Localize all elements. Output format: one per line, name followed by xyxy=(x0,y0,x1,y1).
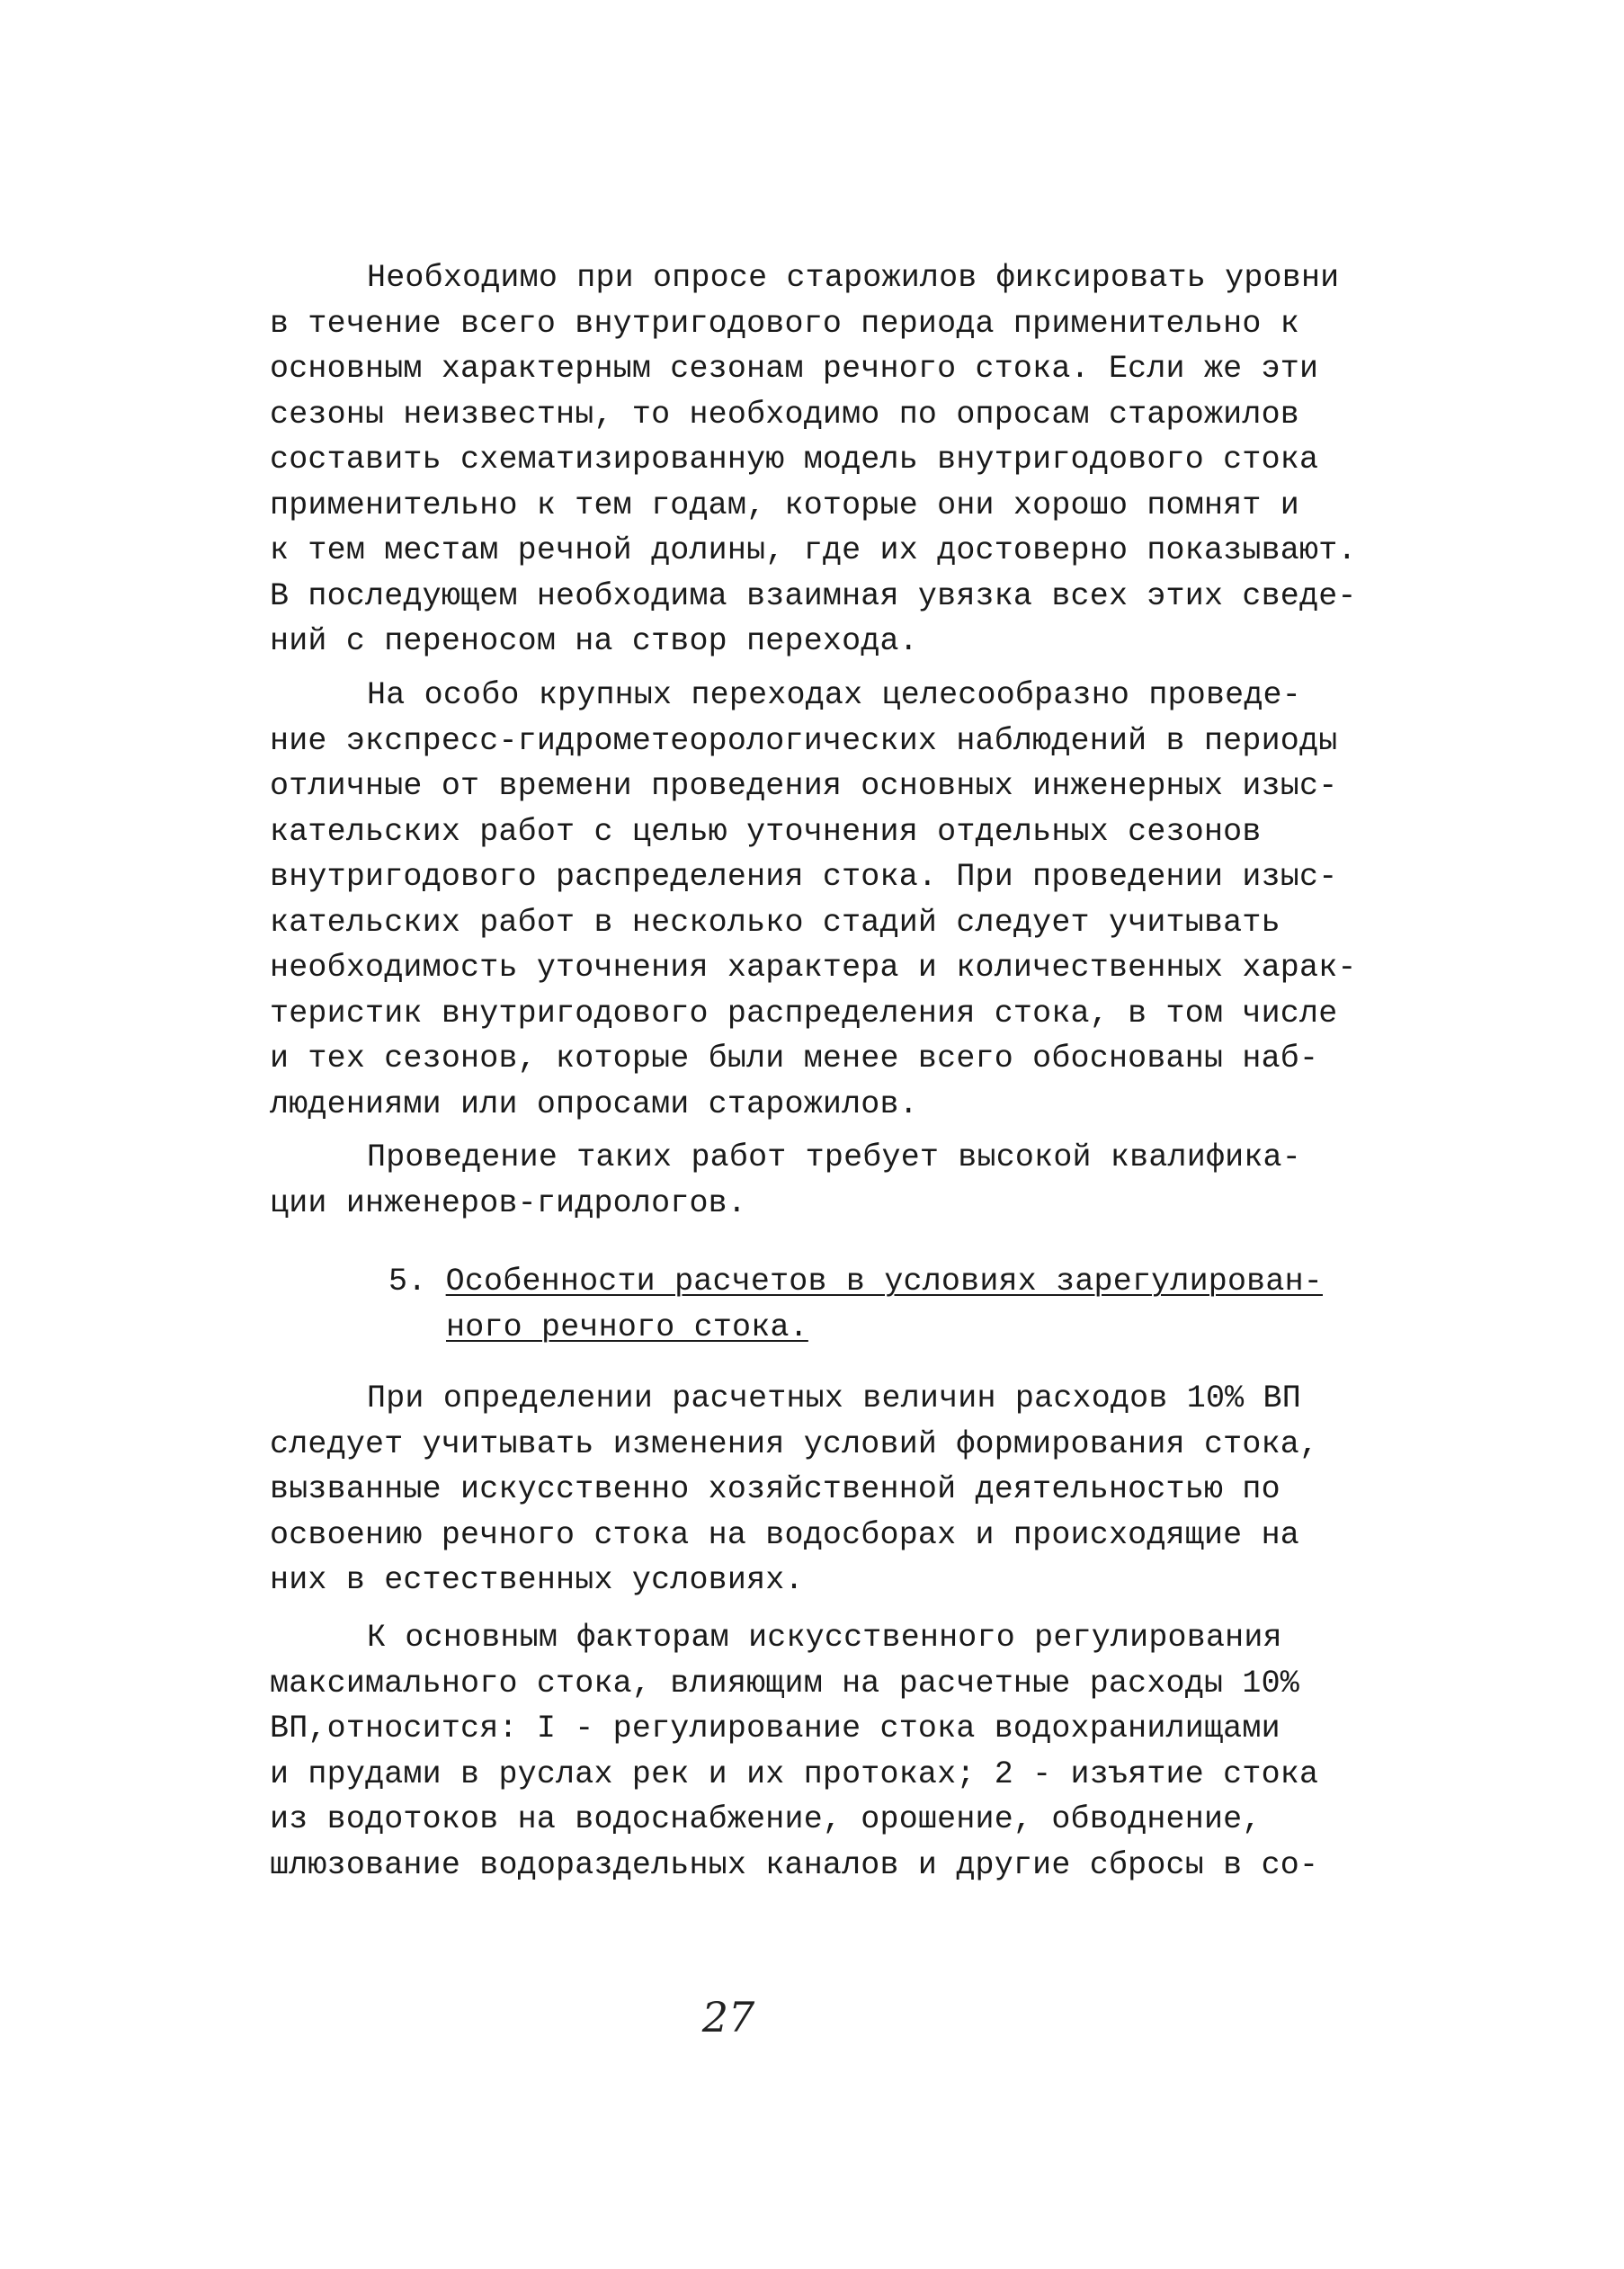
text-line: и тех сезонов, которые были менее всего обоснованы наб- xyxy=(270,1041,1319,1076)
text-line: На особо крупных переходах целесообразно проведе- xyxy=(367,677,1301,713)
text-line: При определении расчетных величин расходов 10% ВП xyxy=(367,1380,1301,1416)
text-line: вызванные искусственно хозяйственной деятельностью по xyxy=(270,1471,1280,1507)
text-line: и прудами в руслах рек и их протоках; 2 - изъятие стока xyxy=(270,1755,1319,1792)
text-line: ВП,относится: I - регулирование стока водохранилищами xyxy=(270,1711,1280,1746)
text-line: кательских работ с целью уточнения отдельных сезонов xyxy=(270,813,1262,850)
text-line: освоению речного стока на водосборах и происходящие на xyxy=(270,1516,1299,1553)
text-line: сезоны неизвестны, то необходимо по опросам старожилов xyxy=(270,396,1299,433)
text-line: из водотоков на водоснабжение, орошение, обводнение, xyxy=(270,1801,1262,1837)
page-number: 27 xyxy=(701,1993,755,2041)
text-line: них в естественных условиях. xyxy=(270,1562,804,1598)
text-line: внутригодового распределения стока. При проведении изыс- xyxy=(270,859,1338,895)
text-line: Необходимо при опросе старожилов фиксировать уровни xyxy=(367,260,1340,296)
section-title-continued: ного речного стока. xyxy=(446,1309,808,1345)
text-line: кательских работ в несколько стадий следует учитывать xyxy=(270,904,1280,941)
section-number: 5. xyxy=(388,1264,427,1300)
text-line: В последующем необходима взаимная увязка всех этих сведе- xyxy=(270,577,1357,614)
text-line: Проведение таких работ требует высокой квалифика- xyxy=(367,1139,1301,1175)
text-line: необходимость уточнения характера и количественных харак- xyxy=(270,950,1357,986)
text-line: К основным факторам искусственного регулирования xyxy=(367,1620,1282,1656)
text-line: применительно к тем годам, которые они хорошо помнят и xyxy=(270,487,1299,523)
section-heading xyxy=(270,1259,1376,1350)
text-line: следует учитывать изменения условий формирования стока, xyxy=(270,1425,1319,1462)
text-line: основным характерным сезонам речного стока. Если же эти xyxy=(270,351,1319,387)
section-title: Особенности расчетов в условиях зарегулирован- xyxy=(445,1264,1323,1300)
text-line: максимального стока, влияющим на расчетные расходы 10% xyxy=(270,1665,1299,1702)
text-line: составить схематизированную модель внутригодового стока xyxy=(270,442,1319,478)
paragraph-4 xyxy=(270,1376,1376,1603)
text-line: в течение всего внутригодового периода применительно к xyxy=(270,305,1299,342)
text-line: шлюзование водораздельных каналов и другие сбросы в со- xyxy=(270,1846,1319,1883)
paragraph-1 xyxy=(270,255,1376,665)
paragraph-3 xyxy=(270,1135,1376,1226)
text-line: ний с переносом на створ перехода. xyxy=(270,623,918,659)
text-line: теристик внутригодового распределения стока, в том числе xyxy=(270,995,1338,1032)
text-line: людениями или опросами старожилов. xyxy=(270,1085,918,1122)
text-line: ции инженеров-гидрологов. xyxy=(270,1184,747,1221)
section-heading-line-1 xyxy=(270,1259,1376,1305)
text-line: отличные от времени проведения основных инженерных изыс- xyxy=(270,768,1338,804)
text-line: к тем местам речной долины, где их достоверно показывают. xyxy=(270,532,1357,568)
section-heading-line-2 xyxy=(270,1305,1376,1351)
paragraph-5 xyxy=(270,1615,1376,1888)
paragraph-2 xyxy=(270,673,1376,1127)
text-line: ние экспресс-гидрометеорологических наблюдений в периоды xyxy=(270,722,1338,759)
